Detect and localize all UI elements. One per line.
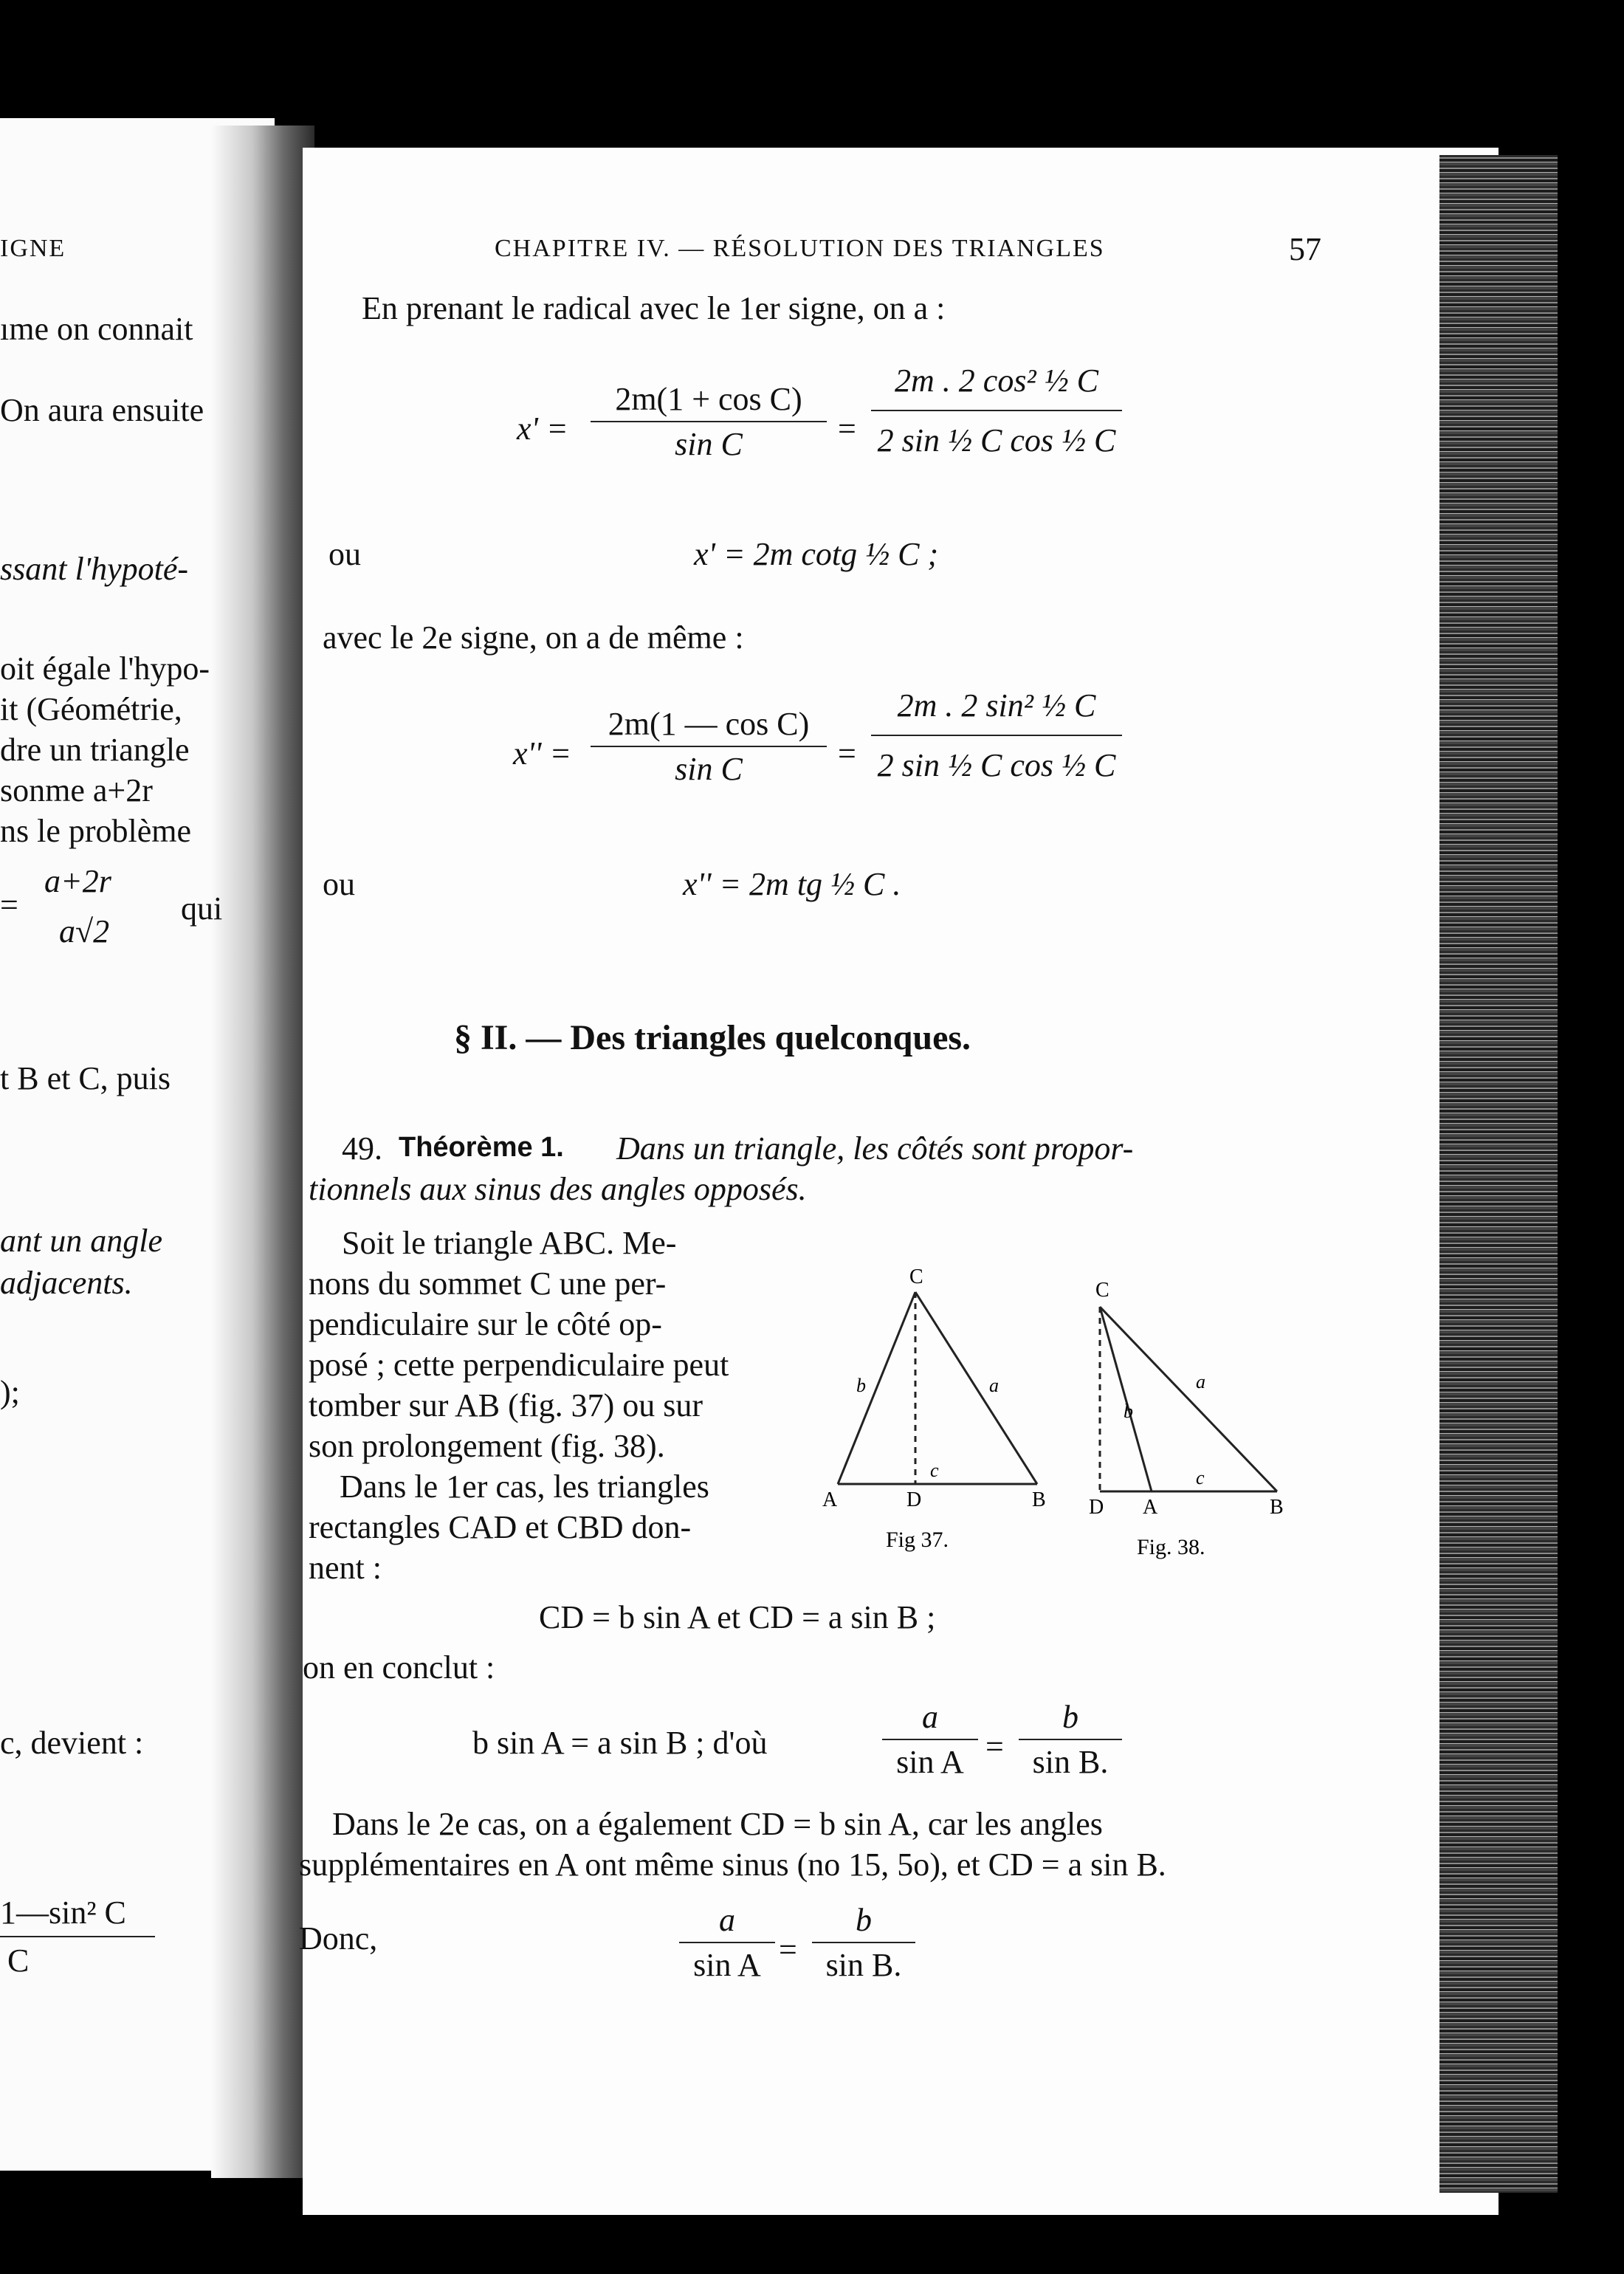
eq-bsin: b sin A = a sin B ; d'où <box>472 1725 768 1761</box>
left-line: ıme on connait <box>0 311 193 347</box>
fraction-bar <box>882 1739 978 1740</box>
body-line: tomber sur AB (fig. 37) ou sur <box>309 1387 703 1423</box>
fig38-label-c: c <box>1196 1467 1205 1488</box>
frac-b-sinB-2 <box>812 1901 915 1984</box>
fig37-label-a: a <box>989 1375 999 1396</box>
conclut-line: on en conclut : <box>303 1649 495 1686</box>
eq-cd: CD = b sin A et CD = a sin B ; <box>539 1599 936 1635</box>
fig37-label-B: B <box>1032 1488 1046 1511</box>
left-line: c, devient : <box>0 1725 144 1761</box>
fraction-bar <box>591 746 827 747</box>
donc-label: Donc, <box>299 1920 378 1957</box>
frac-a-sinA <box>882 1698 978 1781</box>
frac-num: a <box>922 1699 938 1735</box>
fraction-bar <box>871 410 1122 411</box>
eq3-lhs: x'' = <box>513 735 572 772</box>
ou-label: ou <box>328 536 361 572</box>
eq1-den2: 2 sin ½ C cos ½ C <box>877 422 1116 458</box>
page-edge <box>1439 155 1558 2193</box>
fraction-bar <box>679 1942 775 1943</box>
frac-b-sinB <box>1019 1698 1122 1781</box>
fig37-label-c: c <box>930 1460 939 1481</box>
figure-38 <box>1078 1255 1299 1580</box>
left-line: ssant l'hypoté- <box>0 551 189 587</box>
fraction-bar <box>812 1942 915 1943</box>
body-line: posé ; cette perpendiculaire peut <box>309 1347 729 1383</box>
left-line: a+2r <box>44 863 111 899</box>
eq3-fraction-2 <box>871 687 1122 784</box>
frac-den: sin A <box>693 1947 761 1983</box>
theorem-statement-1: Dans un triangle, les côtés sont propor- <box>616 1130 1134 1167</box>
frac-num: a <box>719 1902 735 1938</box>
eq1-num2: 2m . 2 cos² ½ C <box>895 363 1098 399</box>
fig38-label-C: C <box>1095 1279 1109 1302</box>
left-header: IGNE <box>0 235 66 262</box>
body-line: pendiculaire sur le côté op- <box>309 1306 662 1342</box>
fig37-label-D: D <box>906 1488 922 1511</box>
eq1-den: sin C <box>675 426 743 462</box>
eq3-den: sin C <box>675 751 743 787</box>
section-title: § II. — Des triangles quelconques. <box>454 1018 971 1057</box>
eq4: x'' = 2m tg ½ C . <box>683 866 901 902</box>
fraction-bar <box>591 421 827 422</box>
ou-label-2: ou <box>323 866 355 902</box>
left-line: 1—sin² C <box>0 1895 126 1931</box>
body-line: nent : <box>309 1550 382 1586</box>
frac-num: b <box>1062 1699 1078 1735</box>
theorem-number: 49. <box>342 1130 382 1167</box>
body-line: nons du sommet C une per- <box>309 1265 667 1302</box>
left-line: qui <box>181 890 223 927</box>
eq1-fraction-1 <box>591 380 827 463</box>
fig38-label-B: B <box>1270 1496 1284 1519</box>
body-line: Dans le 2e cas, on a également CD = b sin A, car les angles <box>332 1806 1103 1842</box>
figure-37 <box>819 1255 1063 1580</box>
eq1-lhs: x' = <box>517 411 568 447</box>
fig38-caption: Fig. 38. <box>1137 1535 1205 1559</box>
left-line: C <box>7 1942 30 1979</box>
left-line: ns le problème <box>0 813 192 849</box>
frac-den: sin B. <box>825 1947 902 1983</box>
fraction-bar <box>1019 1739 1122 1740</box>
eq2: x' = 2m cotg ½ C ; <box>694 536 939 572</box>
left-line: = <box>0 887 18 923</box>
body-line: Soit le triangle ABC. Me- <box>342 1225 677 1261</box>
body-line: son prolongement (fig. 38). <box>309 1428 665 1464</box>
equals-sign: = <box>985 1728 1004 1765</box>
eq3-fraction-1 <box>591 705 827 788</box>
left-page-text <box>0 0 275 2274</box>
fraction-bar <box>871 735 1122 736</box>
eq1-fraction-2 <box>871 362 1122 459</box>
fig37-label-C: C <box>909 1265 923 1288</box>
page-number: 57 <box>1289 231 1321 267</box>
fig38-label-a: a <box>1196 1371 1205 1392</box>
eq3-num: 2m(1 — cos C) <box>608 706 810 742</box>
left-line: ); <box>0 1374 20 1410</box>
intro-line: En prenant le radical avec le 1er signe, on a : <box>362 290 946 326</box>
fig38-label-D: D <box>1089 1496 1104 1519</box>
left-line: it (Géométrie, <box>0 691 182 727</box>
frac-den: sin B. <box>1032 1744 1109 1780</box>
intro-line-2: avec le 2e signe, on a de même : <box>323 619 744 656</box>
eq3-den2: 2 sin ½ C cos ½ C <box>877 747 1116 783</box>
left-line: ant un angle <box>0 1223 162 1259</box>
fig37-label-A: A <box>822 1488 838 1511</box>
eq1-num: 2m(1 + cos C) <box>615 381 802 417</box>
fig37-label-b: b <box>856 1375 866 1396</box>
left-line: adjacents. <box>0 1265 133 1301</box>
left-line: a√2 <box>59 913 110 949</box>
fig38-label-A: A <box>1143 1496 1158 1519</box>
left-line: On aura ensuite <box>0 392 204 428</box>
left-line: sonme a+2r <box>0 772 153 808</box>
left-line: dre un triangle <box>0 732 190 768</box>
left-line: t B et C, puis <box>0 1060 171 1096</box>
body-line: Dans le 1er cas, les triangles <box>340 1469 709 1505</box>
left-fraction-bar <box>0 1936 155 1937</box>
body-line: rectangles CAD et CBD don- <box>309 1509 692 1545</box>
eq1-equals: = <box>838 411 856 447</box>
body-line: supplémentaires en A ont même sinus (no 15, 5o), et CD = a sin B. <box>299 1847 1166 1883</box>
left-line: oit égale l'hypo- <box>0 650 210 687</box>
theorem-statement-2: tionnels aux sinus des angles opposés. <box>309 1171 807 1207</box>
theorem-label: Théorème 1. <box>399 1132 564 1163</box>
fig37-caption: Fig 37. <box>886 1528 949 1552</box>
eq3-equals: = <box>838 735 856 772</box>
eq3-num2: 2m . 2 sin² ½ C <box>897 687 1096 724</box>
fig38-label-b: b <box>1124 1401 1133 1422</box>
running-header: CHAPITRE IV. — RÉSOLUTION DES TRIANGLES <box>495 235 1105 262</box>
frac-num: b <box>856 1902 872 1938</box>
frac-a-sinA-2 <box>679 1901 775 1984</box>
equals-sign-2: = <box>779 1931 797 1968</box>
frac-den: sin A <box>896 1744 964 1780</box>
